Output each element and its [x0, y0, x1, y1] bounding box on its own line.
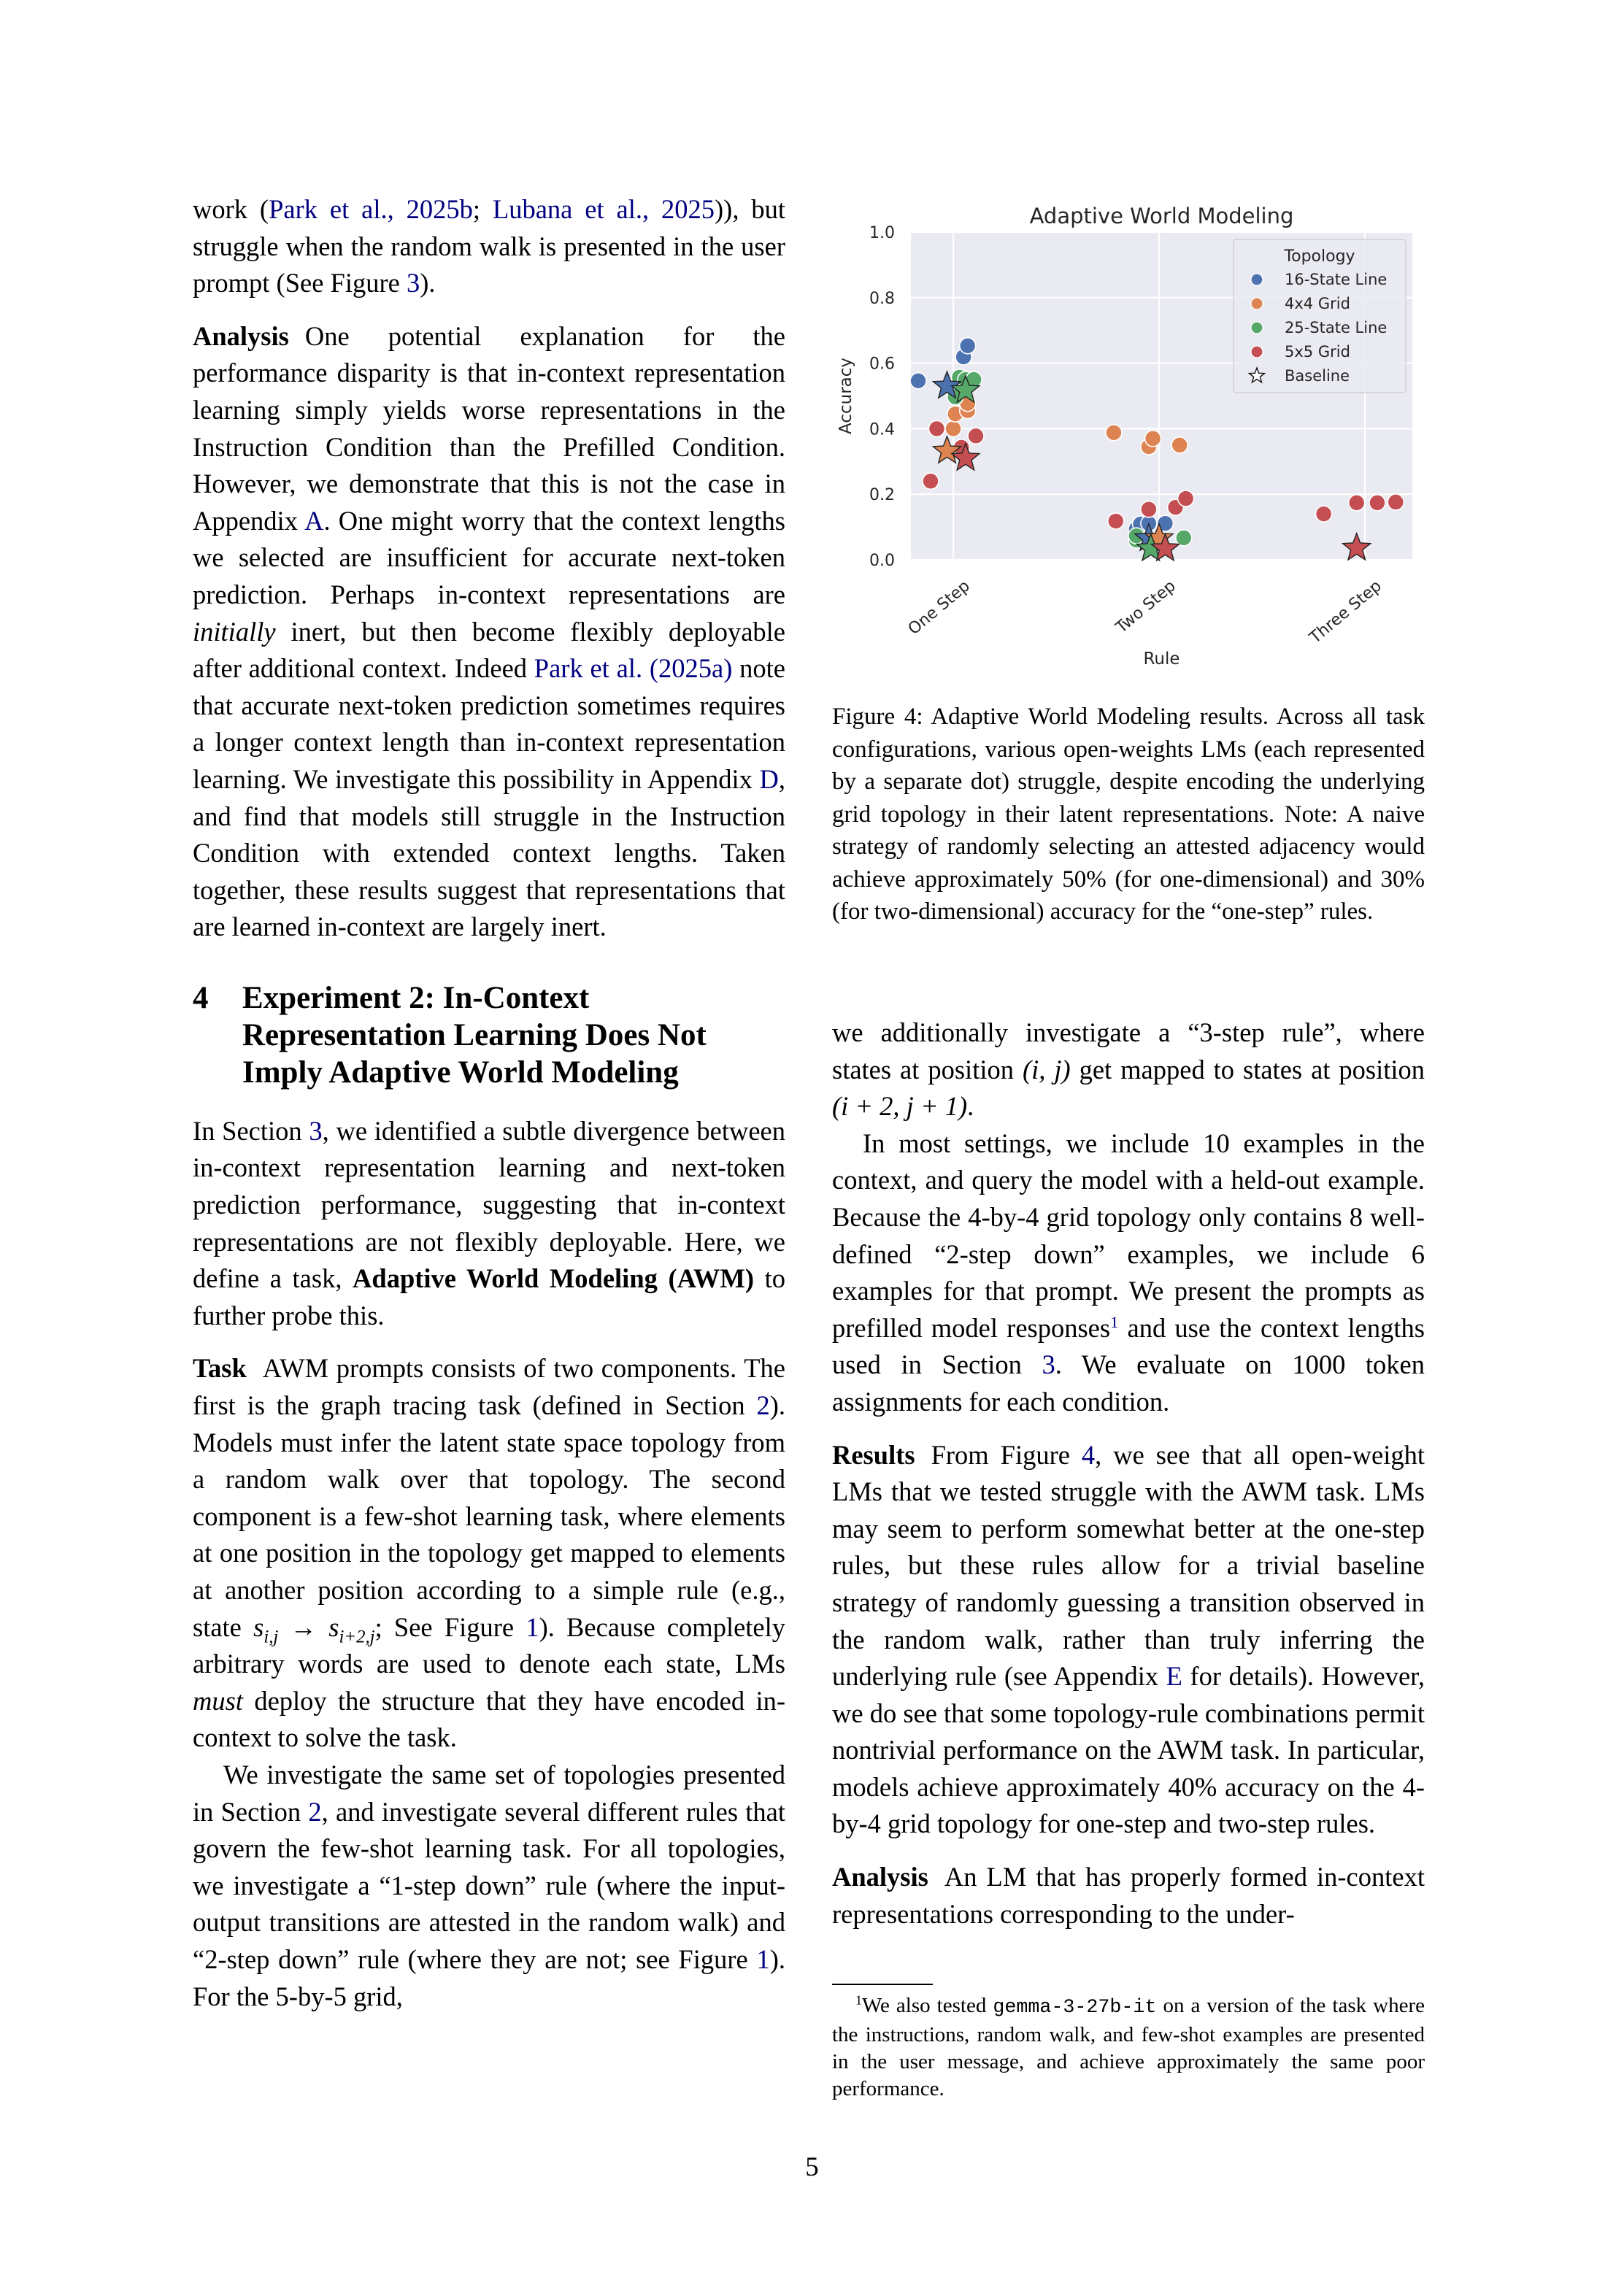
figure-ref-1[interactable]: 1: [756, 1943, 770, 1974]
y-tick-label: 0.0: [869, 552, 895, 570]
section-heading: [193, 979, 785, 1091]
citation-lubana-2025[interactable]: Lubana et al., 2025: [492, 194, 715, 224]
y-tick-label: 0.6: [869, 355, 895, 374]
data-point: [1349, 495, 1365, 511]
left-column: [193, 191, 785, 2015]
y-tick-label: 0.4: [869, 420, 895, 439]
chart-canvas: [832, 191, 1425, 673]
topologies-paragraph: We investigate the same set of topologies presented in Section 2, and investigate several different rules that govern the few-shot learning task. For all topologies, we investigate a “1-step down” rule (where the input-output transitions are attested in the random walk) and “2-step down” rule (where they are not; see Figure 1). For the 5-by-5 grid,: [193, 1759, 786, 2011]
page-number: 5: [805, 2152, 819, 2182]
math-rule: $s_{i,j} \to s_{i+2,j}$: [253, 1611, 375, 1646]
appendix-ref-e[interactable]: E: [1166, 1661, 1182, 1692]
data-point: [910, 373, 926, 389]
citation-park-2025b[interactable]: Park et al., 2025b: [269, 194, 473, 224]
appendix-ref-a[interactable]: A: [304, 505, 324, 536]
figure-ref-1[interactable]: 1: [526, 1611, 539, 1642]
settings-paragraph: In most settings, we include 10 examples in the context, and query the model with a held-out example. Because the 4-by-4 grid topology only contains 8 well-defined “2-step down” examples, we include 6 examples for that prompt. We present the prompts as prefilled model responses$^1$ and use the context lengths used in Section 3. We evaluate on 1000 token assignments for each condition.: [832, 1128, 1425, 1417]
data-point: [1369, 495, 1385, 511]
legend-dot-icon: [1251, 346, 1263, 358]
x-axis-label: Rule: [1143, 650, 1180, 669]
data-point: [1141, 501, 1157, 517]
scatter-chart: [832, 191, 1425, 673]
section-title: Experiment 2: In-Context Representation Learning Does Not Imply Adaptive World Modeling: [242, 980, 707, 1090]
data-point: [923, 473, 939, 489]
model-name-code: gemma-3-27b-it: [993, 1997, 1157, 2019]
data-point: [1176, 530, 1192, 546]
legend-dot-icon: [1251, 322, 1263, 334]
data-point: [1106, 425, 1122, 441]
chart-title: Adaptive World Modeling: [1029, 204, 1294, 228]
footnote-text: $^1$We also tested gemma-3-27b-it on a version of the task where the instructions, random walk, and few-shot examples are presented in the user message, and achieve approximately the same poor performance.: [832, 1992, 1425, 2100]
figure-ref-3[interactable]: 3: [406, 268, 420, 298]
y-axis-label: Accuracy: [836, 357, 855, 435]
analysis-heading-2: Analysis: [832, 1862, 928, 1892]
data-point: [1171, 437, 1188, 453]
footnote: [832, 1984, 1425, 2103]
legend-dot-icon: [1251, 298, 1263, 309]
citation-park-2025a[interactable]: Park et al. (2025a): [534, 653, 733, 684]
figure-ref-4[interactable]: 4: [1081, 1439, 1096, 1470]
data-point: [1145, 431, 1161, 447]
legend-entry-label: 16-State Line: [1285, 271, 1388, 288]
x-tick-label: One Step: [904, 577, 974, 639]
legend-entry-label: 25-State Line: [1285, 319, 1388, 336]
data-point: [968, 428, 984, 444]
right-column: [832, 1014, 1425, 1933]
data-point: [945, 420, 961, 436]
section-ref-3[interactable]: 3: [1042, 1349, 1055, 1380]
legend-dot-icon: [1251, 274, 1263, 285]
task-heading: Task: [193, 1353, 247, 1384]
legend-title: Topology: [1284, 247, 1355, 266]
section-intro-paragraph: In Section 3, we identified a subtle divergence between in-context representation learning and next-token prediction performance, suggesting that in-context representations are not flexibly deployable. Here, we define a task, Adaptive World Modeling (AWM) to further probe this.: [193, 1115, 785, 1330]
results-heading: Results: [832, 1439, 915, 1470]
y-tick-label: 0.2: [869, 486, 895, 505]
figure-caption: Figure 4: Adaptive World Modeling results. Across all task configurations, various open-weights LMs (each represented by a separate dot) struggle, despite encoding the underlying grid topology in their latent representations. Note: A naive strategy of randomly selecting an attested adjacency would achieve approximately 50% (for one-dimensional) and 30% (for two-dimensional) accuracy for the “one-step” rules.: [832, 704, 1425, 925]
legend-entry-label: 4x4 Grid: [1285, 295, 1350, 312]
appendix-ref-d[interactable]: D: [759, 763, 779, 794]
y-tick-label: 0.8: [869, 289, 895, 308]
x-tick-label: Three Step: [1306, 577, 1385, 647]
data-point: [1388, 494, 1404, 510]
analysis-heading: Analysis: [193, 320, 289, 351]
continuation-paragraph: we additionally investigate a “3-step rule”, where states at position (i, j) get mapped to states at position (i + 2, j + 1).: [832, 1017, 1425, 1122]
x-tick-label: Two Step: [1112, 577, 1179, 637]
legend-entry-label: 5x5 Grid: [1285, 343, 1350, 361]
results-paragraph: Results From Figure 4, we see that all open-weight LMs that we tested struggle with the AWM task. LMs may seem to perform somewhat better at the one-step rules, but these rules allow for a trivial baseline strategy of randomly guessing a transition observed in the random walk, rather than truly inferring the underlying rule (see Appendix E for details). However, we do see that some topology-rule combinations permit nontrivial performance on the AWM task. In particular, models achieve approximately 40% accuracy on the 4-by-4 grid topology for one-step and two-step rules.: [832, 1439, 1425, 1839]
legend-entry-label: Baseline: [1285, 367, 1350, 385]
analysis-paragraph-2: Analysis An LM that has properly formed in-context representations corresponding to the under-: [832, 1862, 1425, 1929]
data-point: [960, 338, 976, 354]
section-number: 4: [193, 980, 209, 1015]
section-ref-2[interactable]: 2: [756, 1390, 770, 1421]
awm-term: Adaptive World Modeling (AWM): [353, 1263, 755, 1294]
y-tick-label: 1.0: [869, 224, 895, 242]
task-paragraph: Task AWM prompts consists of two components. The first is the graph tracing task (defined in Section 2). Models must infer the latent state space topology from a random walk over that topology. The second component is a few-shot learning task, where elements at one position in the topology get mapped to elements at another position according to a simple rule (e.g., state $s_{i,j} \to s_{i+2,j}$; See Figure 1). Because completely arbitrary words are used to denote each state, LMs must deploy the structure that they have encoded in-context to solve the task.: [193, 1353, 786, 1753]
footnote-rule: [832, 1984, 933, 1985]
section-ref-3[interactable]: 3: [309, 1115, 323, 1146]
data-point: [1178, 490, 1194, 506]
footnote-mark[interactable]: 1: [1110, 1312, 1119, 1331]
section-ref-2[interactable]: 2: [308, 1796, 322, 1827]
data-point: [928, 420, 944, 436]
data-point: [1108, 513, 1124, 529]
math-position: (i, j): [1022, 1054, 1071, 1085]
figure-4: [832, 191, 1425, 673]
math-position-mapped: (i + 2, j + 1): [832, 1091, 968, 1122]
data-point: [1316, 506, 1332, 522]
analysis-paragraph: Analysis One potential explanation for the performance disparity is that in-context representation learning simply yields worse representations in the Instruction Condition than the Prefilled Condition. However, we demonstrate that this is not the case in Appendix A. One might worry that the context lengths we selected are insufficient for accurate next-token prediction. Perhaps in-context representations are initially inert, but then become flexibly deployable after additional context. Indeed Park et al. (2025a) note that accurate next-token prediction sometimes requires a longer context length than in-context representation learning. We investigate this possibility in Appendix D, and find that models still struggle in the Instruction Condition with extended context lengths. Taken together, these results suggest that representations that are learned in-context are largely inert.: [193, 320, 786, 942]
intro-paragraph: work (Park et al., 2025b; Lubana et al., 2025)), but struggle when the random walk is presented in the user prompt (See Figure 3).: [193, 194, 785, 298]
